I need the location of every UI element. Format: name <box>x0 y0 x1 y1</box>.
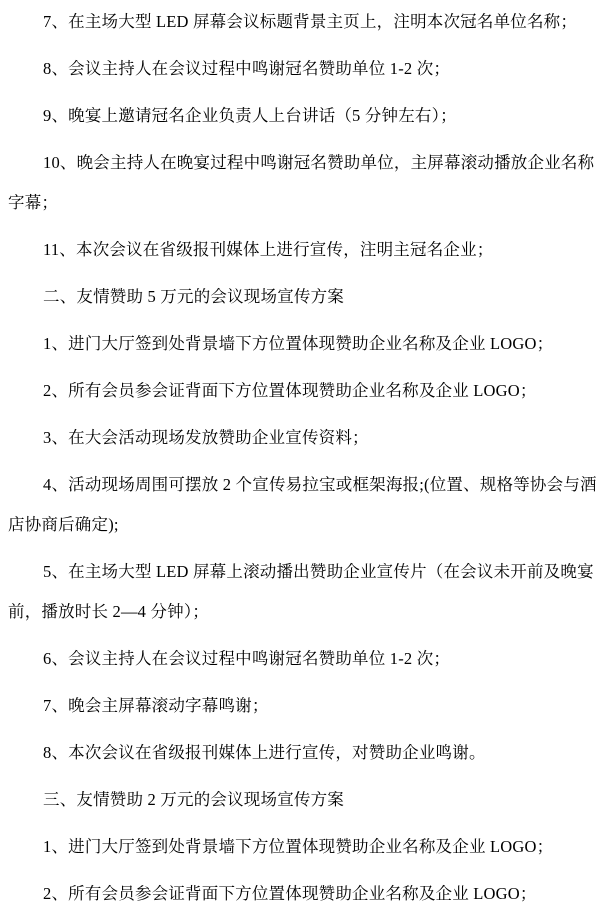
section-2-item-3: 3、在大会活动现场发放赞助企业宣传资料； <box>43 428 369 447</box>
document-page <box>0 2 600 916</box>
section-2-item-5-line-2: 前，播放时长 2—4 分钟）； <box>8 602 209 621</box>
item-7: 7、在主场大型 LED 屏幕会议标题背景主页上，注明本次冠名单位名称； <box>43 12 578 31</box>
section-3-item-1: 1、进门大厅签到处背景墙下方位置体现赞助企业名称及企业 LOGO； <box>43 837 554 856</box>
item-8: 8、会议主持人在会议过程中鸣谢冠名赞助单位 1-2 次； <box>43 59 451 78</box>
section-3-item-2: 2、所有会员参会证背面下方位置体现赞助企业名称及企业 LOGO； <box>43 884 537 903</box>
section-2-item-4-line-2: 店协商后确定); <box>8 515 119 534</box>
section-2-item-8: 8、本次会议在省级报刊媒体上进行宣传，对赞助企业鸣谢。 <box>43 743 486 762</box>
section-2-item-2: 2、所有会员参会证背面下方位置体现赞助企业名称及企业 LOGO； <box>43 381 537 400</box>
item-10-line-2: 字幕； <box>8 193 59 212</box>
item-10-line-1: 10、晚会主持人在晚宴过程中鸣谢冠名赞助单位，主屏幕滚动播放企业名称 <box>43 153 595 172</box>
section-2-item-7: 7、晚会主屏幕滚动字幕鸣谢； <box>43 696 269 715</box>
section-2-item-4-line-1: 4、活动现场周围可摆放 2 个宣传易拉宝或框架海报;(位置、规格等协会与酒 <box>43 475 597 494</box>
section-2-item-6: 6、会议主持人在会议过程中鸣谢冠名赞助单位 1-2 次； <box>43 649 451 668</box>
section-2-item-1: 1、进门大厅签到处背景墙下方位置体现赞助企业名称及企业 LOGO； <box>43 334 554 353</box>
section-2-heading: 二、友情赞助 5 万元的会议现场宣传方案 <box>43 287 344 306</box>
item-9: 9、晚宴上邀请冠名企业负责人上台讲话（5 分钟左右）； <box>43 106 457 125</box>
section-2-item-5-line-1: 5、在主场大型 LED 屏幕上滚动播出赞助企业宣传片（在会议未开前及晚宴 <box>43 562 594 581</box>
item-11: 11、本次会议在省级报刊媒体上进行宣传，注明主冠名企业； <box>43 240 494 259</box>
section-3-heading: 三、友情赞助 2 万元的会议现场宣传方案 <box>43 790 344 809</box>
